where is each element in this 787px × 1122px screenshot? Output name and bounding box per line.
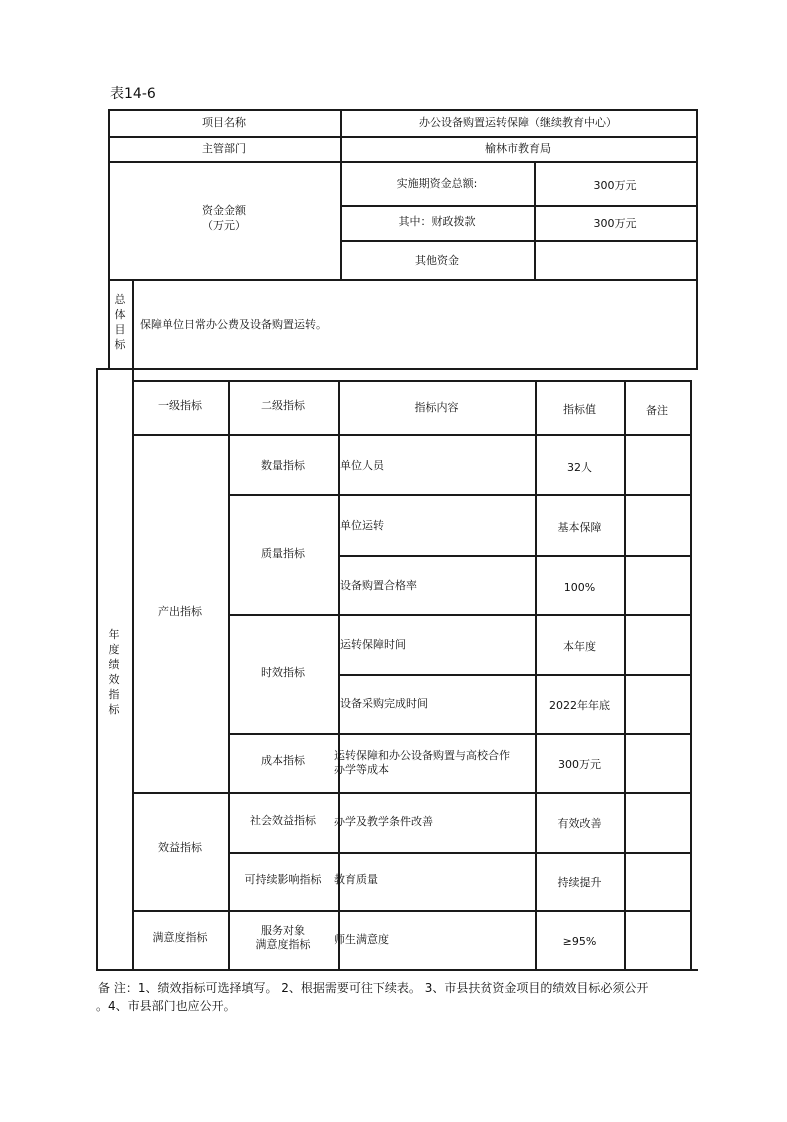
col-header-level2: 二级指标: [261, 399, 305, 412]
content-conditions: 办学及教学条件改善: [334, 815, 433, 828]
level2-cost: 成本指标: [261, 754, 305, 767]
col-header-level1: 一级指标: [158, 399, 202, 412]
level1-satisfaction: 满意度指标: [152, 931, 208, 944]
level2-quantity: 数量指标: [261, 459, 305, 472]
content-cost: 运转保障和办公设备购置与高校合作: [334, 749, 510, 762]
table-number: 表14-6: [110, 86, 156, 102]
level1-output: 产出指标: [158, 605, 202, 618]
level2-service-target: 服务对象: [261, 924, 305, 937]
value-edu-quality: 持续提升: [557, 876, 602, 889]
fund-other-label: 其他资金: [415, 254, 459, 267]
fund-fiscal-label: 其中：财政拨款: [398, 215, 476, 228]
level2-social: 社会效益指标: [250, 814, 316, 827]
col-header-remark: 备注: [646, 404, 668, 417]
fund-label: 资金金额: [202, 204, 246, 217]
level2-timeliness: 时效指标: [261, 666, 305, 679]
content-staff: 单位人员: [340, 459, 384, 472]
level1-benefit: 效益指标: [158, 841, 202, 854]
value-staff: 32人: [567, 461, 592, 474]
content-pass-rate: 设备购置合格率: [340, 579, 417, 592]
dept-label: 主管部门: [202, 142, 246, 155]
note-line-1: 备 注：1、绩效指标可选择填写。 2、根据需要可往下续表。 3、市县扶贫资金项目的绩效目标必须公开: [98, 981, 649, 995]
fund-unit-label: （万元）: [202, 219, 246, 232]
col-header-value: 指标值: [563, 403, 596, 416]
project-name-label: 项目名称: [202, 116, 246, 129]
value-cost: 300万元: [558, 758, 601, 771]
content-cost-line2: 办学等成本: [334, 763, 389, 776]
content-edu-quality: 教育质量: [334, 873, 378, 886]
fund-total-value: 300万元: [593, 179, 637, 192]
content-satisfaction: 师生满意度: [334, 933, 389, 946]
project-name-value: 办公设备购置运转保障（继续教育中心）: [419, 116, 617, 129]
value-satisfaction: ≥95%: [562, 935, 597, 948]
value-conditions: 有效改善: [557, 817, 602, 830]
value-purchase-time: 2022年年底: [549, 699, 610, 712]
goal-text: 保障单位日常办公费及设备购置运转。: [140, 318, 327, 331]
level2-sustainable: 可持续影响指标: [244, 873, 322, 886]
content-operation: 单位运转: [340, 519, 384, 532]
level2-quality: 质量指标: [261, 547, 305, 560]
goal-label: 总体目标: [114, 293, 126, 351]
value-operation-time: 本年度: [563, 640, 596, 653]
level2-satisfaction: 满意度指标: [255, 938, 311, 951]
content-purchase-time: 设备采购完成时间: [340, 697, 428, 710]
content-operation-time: 运转保障时间: [340, 638, 406, 651]
value-operation: 基本保障: [557, 521, 602, 534]
fund-total-label: 实施期资金总额:: [396, 177, 478, 190]
value-pass-rate: 100%: [563, 581, 596, 594]
note-line-2: 。4、市县部门也应公开。: [96, 999, 236, 1013]
dept-value: 榆林市教育局: [485, 142, 551, 155]
annual-label: 年度绩效指标: [108, 628, 120, 716]
fund-fiscal-value: 300万元: [593, 217, 637, 230]
col-header-content: 指标内容: [414, 401, 459, 414]
